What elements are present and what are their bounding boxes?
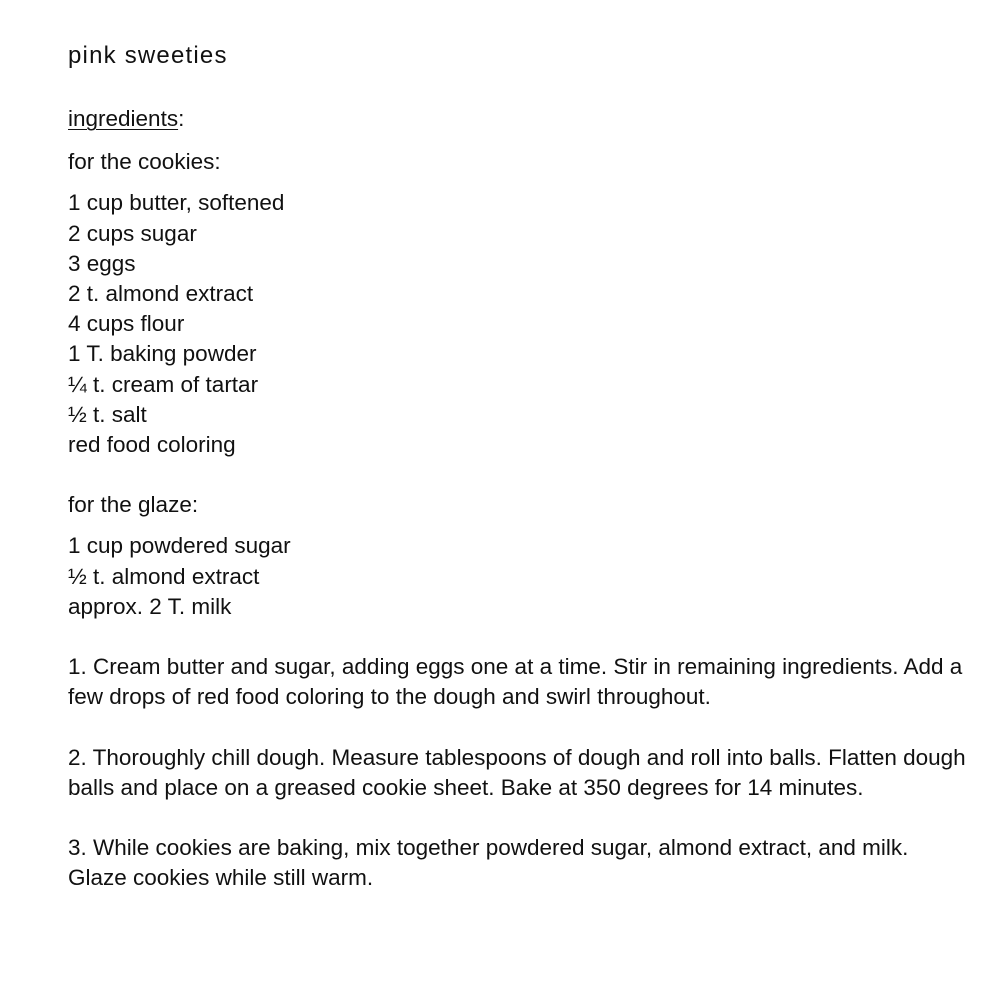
- glaze-ingredient-item: 1 cup powdered sugar: [68, 533, 291, 559]
- glaze-ingredient-list: [68, 531, 968, 622]
- glaze-ingredient-item: ½ t. almond extract: [68, 563, 260, 589]
- glaze-ingredient-item: approx. 2 T. milk: [68, 593, 232, 619]
- cookies-ingredient-item: 4 cups flour: [68, 311, 185, 337]
- recipe-title: pink sweeties: [68, 42, 228, 69]
- cookies-subheading: for the cookies:: [68, 149, 221, 175]
- ingredients-heading: [68, 104, 968, 134]
- cookies-ingredient-item: 1 T. baking powder: [68, 341, 257, 367]
- instructions: [68, 652, 968, 894]
- cookies-ingredient-item: 2 cups sugar: [68, 220, 197, 246]
- instruction-step: 3. While cookies are baking, mix together powdered sugar, almond extract, and milk. Glaze cookies while still warm.: [68, 835, 909, 891]
- ingredients-heading-label: ingredients: [68, 106, 179, 131]
- instruction-step: 2. Thoroughly chill dough. Measure tablespoons of dough and roll into balls. Flatten dough balls and place on a greased cookie sheet. Bake at 350 degrees for 14 minutes.: [68, 744, 966, 800]
- cookies-ingredient-item: ¼ t. cream of tartar: [68, 371, 259, 397]
- cookies-ingredient-item: 2 t. almond extract: [68, 281, 254, 307]
- instruction-step: 1. Cream butter and sugar, adding eggs one at a time. Stir in remaining ingredients. Add a few drops of red food coloring to the dough and swirl throughout.: [68, 654, 963, 710]
- cookies-ingredient-item: 1 cup butter, softened: [68, 190, 285, 216]
- glaze-subheading: for the glaze:: [68, 492, 199, 518]
- recipe-document: [68, 38, 968, 924]
- cookies-ingredient-item: red food coloring: [68, 432, 236, 458]
- ingredients-heading-colon: :: [178, 106, 185, 131]
- cookies-ingredient-item: ½ t. salt: [68, 401, 147, 427]
- cookies-ingredient-item: 3 eggs: [68, 250, 136, 276]
- cookies-ingredient-list: [68, 188, 968, 460]
